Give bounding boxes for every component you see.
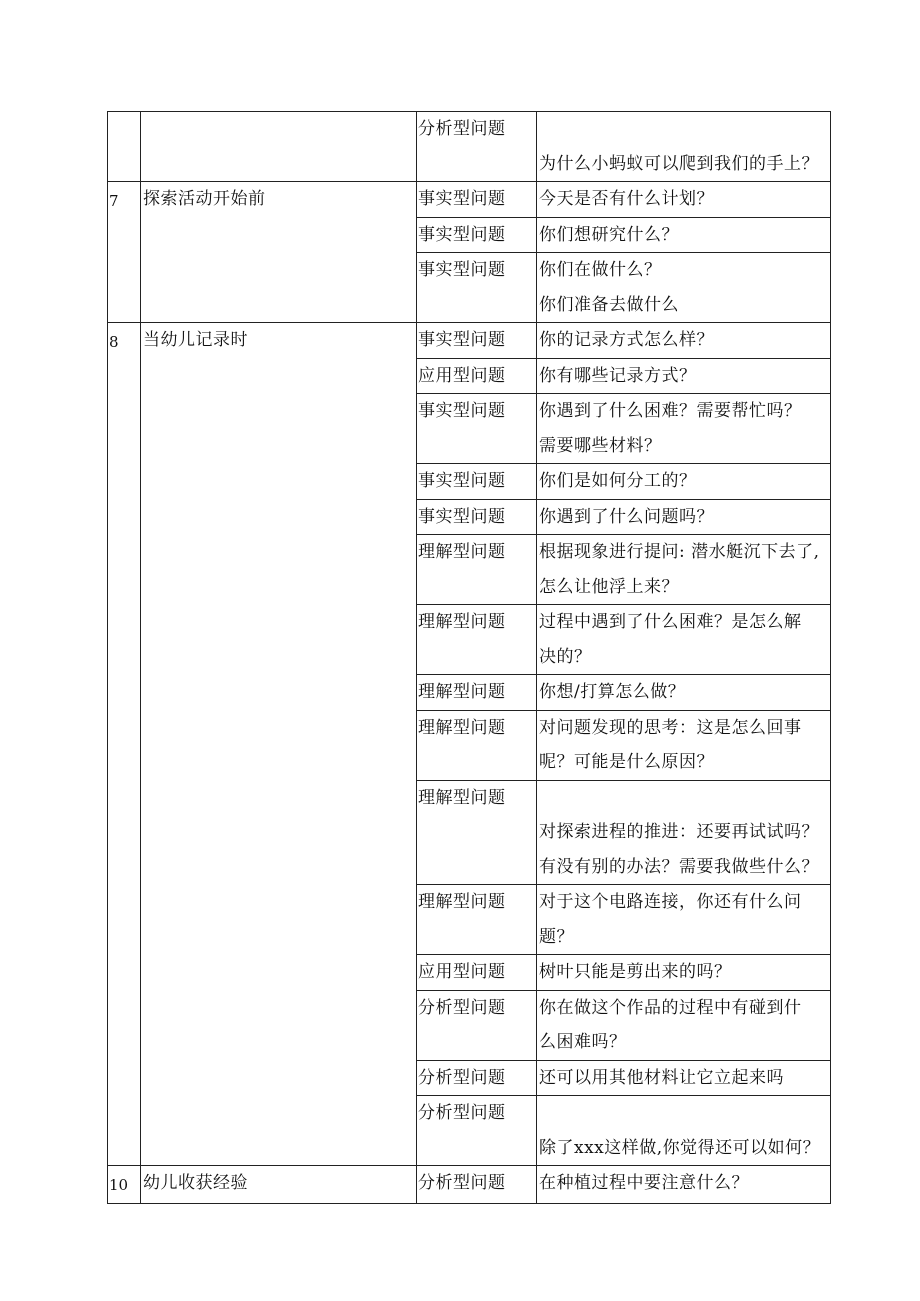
question-type-cell: 事实型问题 bbox=[417, 217, 537, 253]
stage-cell: 探索活动开始前 bbox=[141, 182, 417, 323]
question-cell: 你遇到了什么问题吗？ bbox=[537, 499, 831, 535]
question-type-cell: 分析型问题 bbox=[417, 990, 537, 1060]
question-type-cell: 事实型问题 bbox=[417, 323, 537, 359]
question-cell: 过程中遇到了什么困难？是怎么解 决的？ bbox=[537, 605, 831, 675]
question-type-cell: 事实型问题 bbox=[417, 464, 537, 500]
question-cell: 你想/打算怎么做？ bbox=[537, 675, 831, 711]
question-table bbox=[107, 111, 831, 1204]
row-number-cell: 7 bbox=[108, 182, 141, 323]
question-cell: 你们是如何分工的？ bbox=[537, 464, 831, 500]
question-cell: 根据现象进行提问: 潜水艇沉下去了, 怎么让他浮上来？ bbox=[537, 535, 831, 605]
table-row bbox=[108, 182, 831, 218]
question-type-cell: 应用型问题 bbox=[417, 955, 537, 991]
row-number-cell: 8 bbox=[108, 323, 141, 1166]
table-row bbox=[108, 1166, 831, 1204]
question-type-cell: 理解型问题 bbox=[417, 885, 537, 955]
question-cell: 今天是否有什么计划？ bbox=[537, 182, 831, 218]
question-type-cell: 分析型问题 bbox=[417, 1060, 537, 1096]
question-type-cell: 理解型问题 bbox=[417, 710, 537, 780]
question-type-cell: 事实型问题 bbox=[417, 182, 537, 218]
table-row bbox=[108, 112, 831, 182]
question-type-cell: 理解型问题 bbox=[417, 780, 537, 885]
question-type-cell: 事实型问题 bbox=[417, 253, 537, 323]
question-type-cell: 分析型问题 bbox=[417, 112, 537, 182]
question-cell: 还可以用其他材料让它立起来吗 bbox=[537, 1060, 831, 1096]
question-cell: 为什么小蚂蚁可以爬到我们的手上？ bbox=[537, 112, 831, 182]
stage-cell bbox=[141, 112, 417, 182]
question-cell: 你遇到了什么困难？需要帮忙吗？ 需要哪些材料？ bbox=[537, 394, 831, 464]
question-cell: 你们在做什么？ 你们准备去做什么 bbox=[537, 253, 831, 323]
question-type-cell: 事实型问题 bbox=[417, 499, 537, 535]
question-type-cell: 分析型问题 bbox=[417, 1096, 537, 1166]
question-cell: 在种植过程中要注意什么？ bbox=[537, 1166, 831, 1204]
question-cell: 除了xxx这样做,你觉得还可以如何？ bbox=[537, 1096, 831, 1166]
question-cell: 对探索进程的推进：还要再试试吗？ 有没有别的办法？需要我做些什么？ bbox=[537, 780, 831, 885]
row-number-cell bbox=[108, 112, 141, 182]
question-cell: 对于这个电路连接，你还有什么问 题？ bbox=[537, 885, 831, 955]
stage-cell: 当幼儿记录时 bbox=[141, 323, 417, 1166]
question-cell: 你在做这个作品的过程中有碰到什 么困难吗？ bbox=[537, 990, 831, 1060]
stage-cell: 幼儿收获经验 bbox=[141, 1166, 417, 1204]
question-type-cell: 理解型问题 bbox=[417, 535, 537, 605]
question-type-cell: 理解型问题 bbox=[417, 605, 537, 675]
question-type-cell: 应用型问题 bbox=[417, 358, 537, 394]
question-cell: 树叶只能是剪出来的吗？ bbox=[537, 955, 831, 991]
question-type-cell: 分析型问题 bbox=[417, 1166, 537, 1204]
question-cell: 你有哪些记录方式？ bbox=[537, 358, 831, 394]
table-row bbox=[108, 323, 831, 359]
row-number-cell: 10 bbox=[108, 1166, 141, 1204]
question-type-cell: 事实型问题 bbox=[417, 394, 537, 464]
question-type-cell: 理解型问题 bbox=[417, 675, 537, 711]
question-cell: 你们想研究什么？ bbox=[537, 217, 831, 253]
question-cell: 对问题发现的思考：这是怎么回事 呢？可能是什么原因？ bbox=[537, 710, 831, 780]
question-cell: 你的记录方式怎么样？ bbox=[537, 323, 831, 359]
